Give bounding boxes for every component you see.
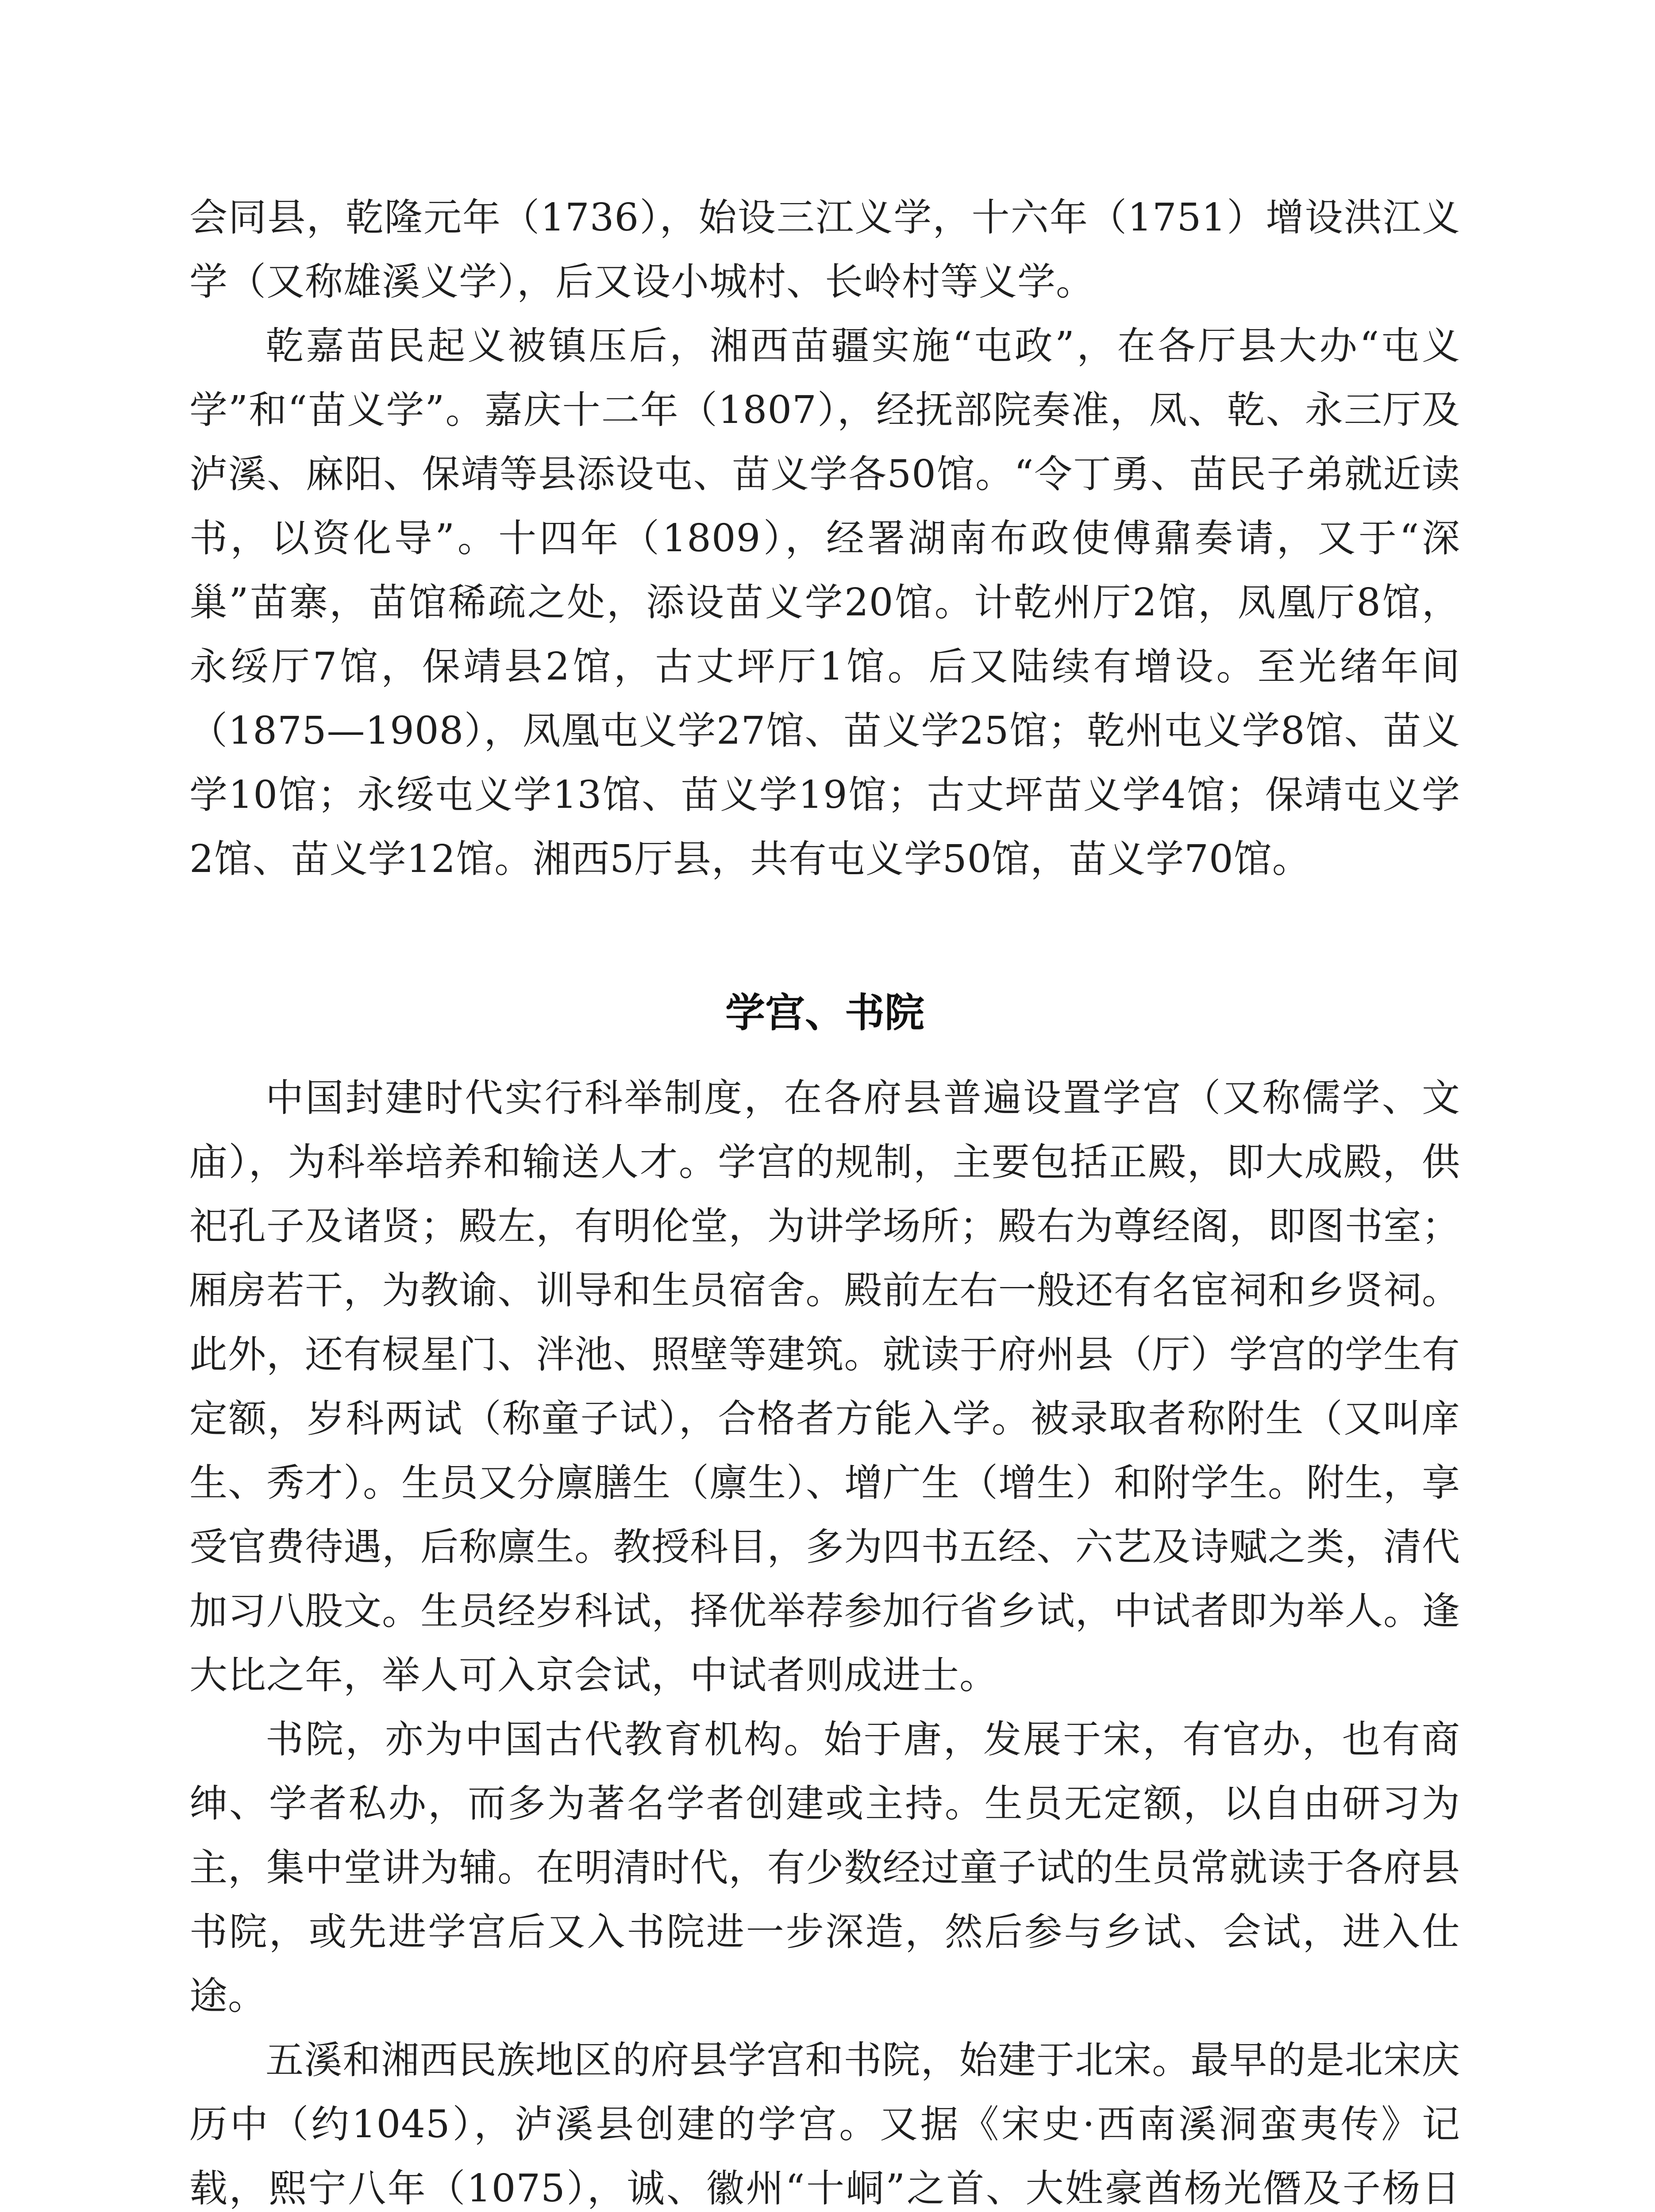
paragraph-wuxi-xiangxi: 五溪和湘西民族地区的府县学宫和书院，始建于北宋。最早的是北宋庆历中（约1045），泸溪县创建的学宫。又据《宋史·西南溪洞蛮夷传》记载，熙宁八年（1075），诚、徽州“十峒”之首、大姓豪酋杨光僭及子杨日 [189,2038,1460,2211]
paragraph-xuegong: 中国封建时代实行科举制度，在各府县普遍设置学宫（又称儒学、文庙），为科举培养和输送人才。学宫的规制，主要包括正殿，即大成殿，供祀孔子及诸贤；殿左，有明伦堂，为讲学场所；殿右为尊经阁，即图书室；厢房若干，为教谕、训导和生员宿舍。殿前左右一般还有名宦祠和乡贤祠。此外，还有棂星门、泮池、照壁等建筑。就读于府州县（厅）学宫的学生有定额，岁科两试（称童子试），合格者方能入学。被录取者称附生（又叫庠生、秀才）。生员又分廪膳生（廪生）、增广生（增生）和附学生。附生，享受官费待遇，后称廪生。教授科目，多为四书五经、六艺及诗赋之类，清代加习八股文。生员经岁科试，择优举荐参加行省乡试，中试者即为举人。逢大比之年，举人可入京会试，中试者则成进士。 [189,1076,1460,1697]
section-heading: 学宫、书院 [725,990,924,1036]
paragraph-huitong-yixue: 会同县，乾隆元年（1736），始设三江义学，十六年（1751）增设洪江义学（又称雄溪义学），后又设小城村、长岭村等义学。 [189,196,1460,304]
paragraph-shuyuan: 书院，亦为中国古代教育机构。始于唐，发展于宋，有官办，也有商绅、学者私办，而多为著名学者创建或主持。生员无定额，以自由研习为主，集中堂讲为辅。在明清时代，有少数经过童子试的生员常就读于各府县书院，或先进学宫后又入书院进一步深造，然后参与乡试、会试，进入仕途。 [189,1717,1460,2018]
page-body [189,186,1460,2212]
paragraph-tun-miao-yixue: 乾嘉苗民起义被镇压后，湘西苗疆实施“屯政”，在各厅县大办“屯义学”和“苗义学”。嘉庆十二年（1807），经抚部院奏准，凤、乾、永三厅及泸溪、麻阳、保靖等县添设屯、苗义学各50馆。“令丁勇、苗民子弟就近读书，以资化导”。十四年（1809），经署湖南布政使傅鼐奏请，又于“深巢”苗寨，苗馆稀疏之处，添设苗义学20馆。计乾州厅2馆，凤凰厅8馆，永绥厅7馆，保靖县2馆，古丈坪厅1馆。后又陆续有增设。至光绪年间（1875—1908），凤凰屯义学27馆、苗义学25馆；乾州屯义学8馆、苗义学10馆；永绥屯义学13馆、苗义学19馆；古丈坪苗义学4馆；保靖屯义学2馆、苗义学12馆。湘西5厅县，共有屯义学50馆，苗义学70馆。 [189,324,1460,881]
